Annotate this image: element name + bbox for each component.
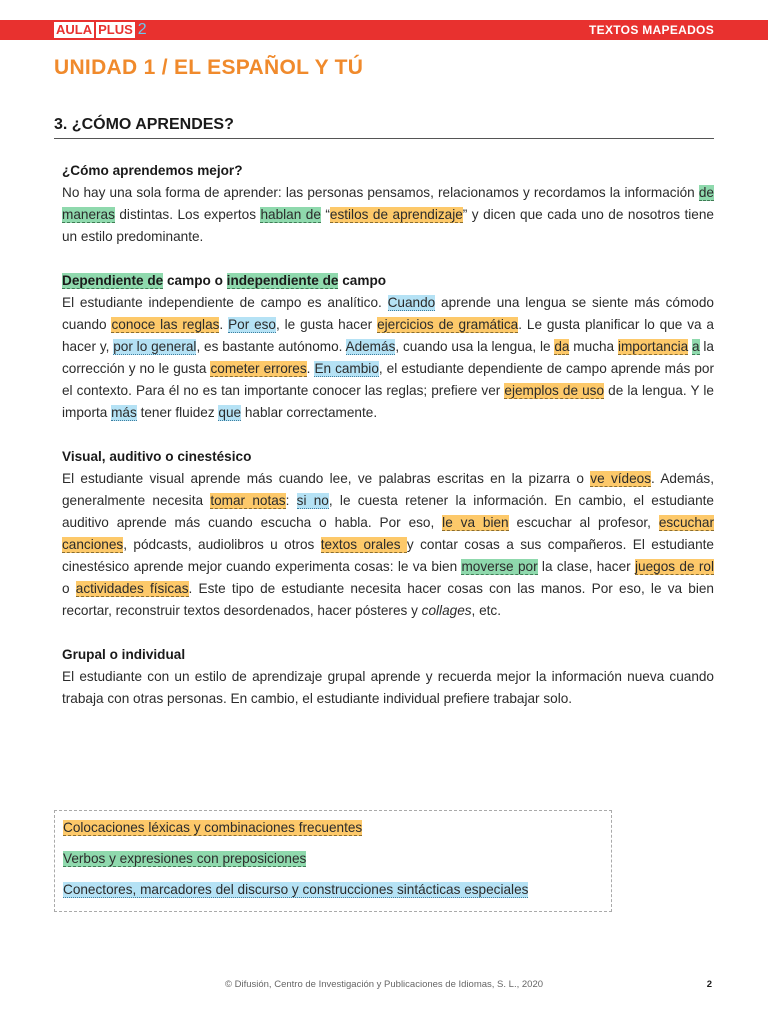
highlight-blue: Además [345, 339, 396, 354]
header-bar [0, 20, 768, 40]
text: : [285, 493, 297, 508]
highlight-orange: conoce las reglas [111, 317, 220, 332]
text: campo o [163, 273, 227, 288]
paragraph-visual-auditivo [62, 446, 714, 622]
footer-copyright: © Difusión, Centro de Investigación y Publicaciones de Idiomas, S. L., 2020 [224, 979, 544, 990]
aula-plus-logo [54, 22, 147, 38]
text: . Le gusta planificar lo que va a hacer y, [62, 317, 714, 354]
text-body [62, 160, 714, 732]
legend-item-conectores [63, 879, 603, 910]
text: hablar correctamente. [241, 405, 378, 420]
text: , cuando usa la lengua, le [395, 339, 555, 354]
legend-label: Verbos y expresiones con preposiciones [63, 851, 307, 866]
highlight-orange: da [554, 339, 570, 354]
text: “ [320, 207, 330, 222]
highlight-orange: textos orales [320, 537, 407, 552]
highlight-orange: ejemplos de uso [504, 383, 605, 398]
paragraph-grupal-individual [62, 644, 714, 710]
text: tener fluidez [136, 405, 219, 420]
text: , pódcasts, audiolibros u otros [123, 537, 321, 552]
highlight-green: de maneras [62, 185, 714, 222]
logo-plus: PLUS [98, 22, 133, 37]
italic-text: collages [421, 603, 472, 618]
text: mucha [569, 339, 618, 354]
highlight-green: hablan de [260, 207, 321, 222]
highlight-legend [54, 810, 612, 912]
highlight-blue: más [111, 405, 137, 420]
text: . [306, 361, 315, 376]
legend-item-verbos [63, 848, 603, 879]
paragraph-como-aprendemos [62, 160, 714, 248]
highlight-orange: importancia [617, 339, 689, 354]
highlight-green: independiente de [226, 273, 339, 288]
subheading: Visual, auditivo o cinestésico [62, 449, 252, 464]
highlight-green: a [692, 339, 700, 354]
section-heading: 3. ¿CÓMO APRENDES? [54, 116, 714, 139]
logo-aula: AULA [56, 22, 93, 37]
text: de la lengua. Y le importa [62, 383, 714, 420]
highlight-orange: le va bien [442, 515, 509, 530]
text: la corrección y no le gusta [62, 339, 714, 376]
highlight-blue: por lo general [113, 339, 197, 354]
highlight-orange: juegos de rol [635, 559, 714, 574]
highlight-green: Dependiente de [62, 273, 164, 288]
subheading: ¿Cómo aprendemos mejor? [62, 163, 243, 178]
highlight-blue: que [218, 405, 242, 420]
text: la clase, hacer [537, 559, 636, 574]
text: ” y dicen que cada uno de nosotros tiene un estilo predominante. [62, 207, 714, 244]
highlight-orange: ejercicios de gramática [377, 317, 519, 332]
highlight-orange: ve vídeos [590, 471, 652, 486]
highlight-blue: En cambio [314, 361, 379, 376]
text: No hay una sola forma de aprender: las personas pensamos, relacionamos y recordamos la información [62, 185, 699, 200]
text: y contar cosas a sus compañeros. El estudiante cinestésico aprende mejor cuando experimenta cosas: le va bien [62, 537, 714, 574]
highlight-orange: escuchar canciones [62, 515, 714, 552]
highlight-green: moverse por [461, 559, 538, 574]
legend-item-colocaciones [63, 817, 603, 848]
paragraph-dependiente-campo [62, 270, 714, 424]
text: , es bastante autónomo. [196, 339, 346, 354]
text: . Además, generalmente necesita [62, 471, 715, 508]
text: , el estudiante dependiente de campo aprende más por el contexto. Para él no es tan importante conocer las reglas; prefiere ver [62, 361, 714, 398]
highlight-orange: tomar notas [210, 493, 286, 508]
text: , le gusta hacer [276, 317, 378, 332]
text: , etc. [471, 603, 502, 618]
unit-title: UNIDAD 1 / EL ESPAÑOL Y TÚ [54, 56, 364, 79]
paragraph-text [62, 468, 714, 622]
text: aprende una lengua se siente más cómodo cuando [62, 295, 714, 332]
text: o [62, 581, 76, 596]
text: El estudiante visual aprende más cuando lee, ve palabras escritas en la pizarra o [62, 471, 591, 486]
highlight-blue: Por eso [228, 317, 276, 332]
highlight-orange: cometer errores [210, 361, 307, 376]
legend-label: Conectores, marcadores del discurso y construcciones sintácticas especiales [63, 882, 529, 897]
paragraph-text: El estudiante con un estilo de aprendizaje grupal aprende y recuerda mejor la información nueva cuando trabaja con otras personas. En cambio, el estudiante individual prefiere trabajar solo. [62, 669, 714, 706]
text: . Este tipo de estudiante necesita hacer cosas con las manos. Por eso, le va bien recortar, reconstruir textos desordenados, hacer pósteres y [62, 581, 714, 618]
highlight-blue: Cuando [387, 295, 436, 310]
subheading [62, 270, 714, 292]
text: , le cuesta retener la información. En cambio, el estudiante auditivo aprende más cuando escucha o habla. Por eso, [62, 493, 714, 530]
highlight-orange: estilos de aprendizaje [329, 207, 463, 222]
text: . [219, 317, 229, 332]
legend-label: Colocaciones léxicas y combinaciones frecuentes [63, 820, 363, 835]
highlight-orange: actividades físicas [75, 581, 189, 596]
text: escuchar al profesor, [508, 515, 659, 530]
text: El estudiante independiente de campo es analítico. [62, 295, 388, 310]
page-number: 2 [706, 979, 712, 990]
section-label: TEXTOS MAPEADOS [589, 23, 714, 37]
text: distintas. Los expertos [114, 207, 261, 222]
paragraph-text [62, 292, 714, 424]
highlight-blue: si no [296, 493, 329, 508]
subheading: Grupal o individual [62, 647, 186, 662]
text: campo [338, 273, 387, 288]
paragraph-text [62, 182, 714, 248]
logo-number: 2 [137, 21, 147, 38]
